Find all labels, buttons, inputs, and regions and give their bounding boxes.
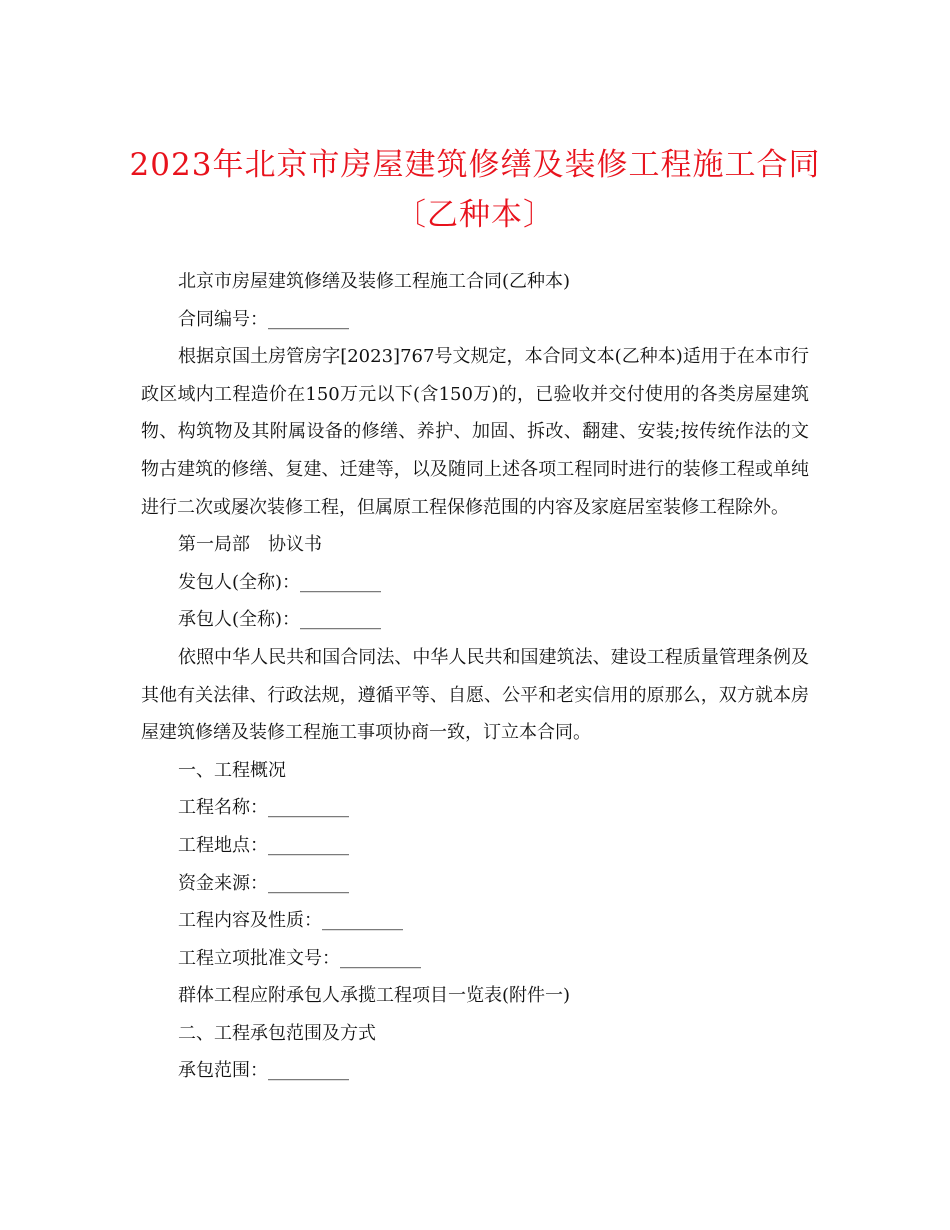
funding-source-field: 资金来源：_________ — [178, 872, 349, 894]
contract-subtitle: 北京市房屋建筑修缮及装修工程施工合同(乙种本) — [178, 271, 571, 292]
contractor-name-field: 承包人(全称)：_________ — [178, 609, 382, 631]
document-body — [141, 263, 809, 1090]
scope-of-application-paragraph: 根据京国土房管房字[2023]767号文规定，本合同文本(乙种本)适用于在本市行政区域内工程造价在150万元以下(含150万)的，已验收并交付使用的各类房屋建筑物、构筑物及其附属设备的修缮、养护、加固、拆改、翻建、安装;按传统作法的文物古建筑的修缮、复建、迁建等，以及随同上述各项工程同时进行的装修工程或单纯进行二次或屡次装修工程，但属原工程保修范围的内容及家庭居室装修工程除外。 — [141, 346, 809, 518]
group-project-note: 群体工程应附承包人承揽工程项目一览表(附件一) — [178, 985, 571, 1007]
employer-name-field: 发包人(全称)：_________ — [178, 571, 382, 593]
legal-basis-paragraph: 依照中华人民共和国合同法、中华人民共和国建筑法、建设工程质量管理条例及其他有关法律、行政法规，遵循平等、自愿、公平和老实信用的原那么，双方就本房屋建筑修缮及装修工程施工事项协商一致，订立本合同。 — [141, 646, 809, 744]
section-one-heading: 一、工程概况 — [178, 759, 286, 781]
project-name-field: 工程名称：_________ — [178, 797, 349, 819]
document-title: 2023年北京市房屋建筑修缮及装修工程施工合同〔乙种本〕 — [129, 147, 821, 233]
contract-scope-field: 承包范围：_________ — [178, 1060, 349, 1082]
section-two-heading: 二、工程承包范围及方式 — [178, 1022, 376, 1044]
contract-number-field: 合同编号：_________ — [178, 308, 349, 330]
project-location-field: 工程地点：_________ — [178, 834, 349, 856]
approval-number-field: 工程立项批准文号：_________ — [178, 947, 421, 969]
project-content-field: 工程内容及性质：_________ — [178, 910, 403, 932]
part-one-heading: 第一局部 协议书 — [178, 534, 322, 556]
